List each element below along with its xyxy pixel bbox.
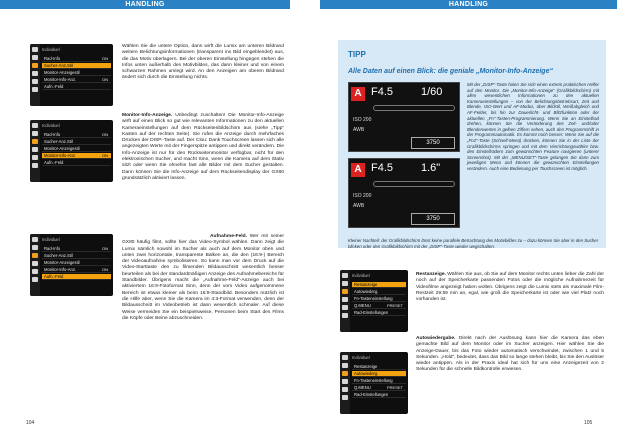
menu-screenshot-5: [340, 352, 408, 414]
menu-item: Rad-Einstellungen: [352, 392, 406, 398]
menu-item: Fn-Tasteneinstellung: [352, 378, 406, 384]
camera-info-screen-2: [348, 158, 460, 228]
exposure-scale: [373, 105, 455, 111]
aperture-value: F4.5: [371, 162, 394, 174]
camera-info-screen-1: [348, 82, 460, 152]
menu-item: Aufn.-Feld: [42, 84, 111, 90]
tip-heading: Alle Daten auf einen Blick: die geniale „Monitor-Info-Anzeige“: [348, 68, 553, 75]
menu-item: Monitor-Anzeigestil: [42, 146, 111, 152]
menu-item-selected: Monitor-Info-Anz. ON: [42, 153, 111, 159]
menu-item: Autowiederg.: [352, 289, 406, 295]
paragraph-3: Aufnahme-Feld. Wer mit seiner GX80 häufig filmt, sollte hier das Video-Symbol wählen. Dann zeigt die Lumix nämlich sowohl im Sucher als auch auf dem Monitor oben und unten zwei horizontale, transparente Balken an, die den (16:9-) Bereich der Videoaufnahme symbolisieren. So kann man vor dem Druck auf die Video-Starttaste den zu filmenden Bildausschnitt wesentlich besser beurteilen als bei der standardmäßigen Anzeige des Aufnahmebereichs für Standbilder. Übrigens macht die „Aufnahme-Feld“-Anzeige auch bei aktiviertem 16:9-Fotoformat Sinn, denn der vom Video aufgenommene Bereich ist etwas kleiner als beim 16:9-Standbild. Besonders nützlich ist die Hilfe aber, wenn Sie die Kamera im 4:3-Format verwenden, denn der Bildausschnitt im Videobetrieb ist dann wesentlich schmaler. Auf diese Weise vermeiden Sie ein beispielsweise, Personen beim Start des Films die Köpfe oder Beine abzuschneiden.: [122, 234, 285, 321]
menu-item: Aufn.-Feld: [42, 160, 111, 166]
menu-item: Restanzeige: [352, 364, 406, 370]
menu-title: Individuel: [352, 355, 370, 360]
menu-item: Q.MENU PRESET: [352, 385, 406, 391]
menu-item-selected: Autowiederg.: [352, 371, 406, 377]
mode-indicator: A: [351, 87, 365, 101]
paragraph-5: Autowiedergabe. Direkt nach der Auslösung kann hier die Kamera das eben gemachte Bild auf dem Monitor oder im Sucher anzeigen. Hier wählen Sie die Anzeige-Dauer, bis das Foto wieder automatisch verschwindet, zwischen 1 und 5 Sekunden. „Hold“, bedeutet, dass das Bild so lange stehen bleibt, bis Sie den Auslöser wieder antippen. Als in der Praxis ideal hat sich für uns eine Anzeigezeit von 2 Sekunden für die schnelle Bildkontrolle erwiesen.: [416, 336, 605, 373]
shutter-value: 1/60: [421, 86, 443, 98]
menu-item: Q.MENU PRESET: [352, 303, 406, 309]
menu-item-selected: Aufn.-Feld: [42, 274, 111, 280]
aperture-value: F4.5: [371, 86, 394, 98]
menu-item: Monitor-Anzeigestil: [42, 70, 111, 76]
tip-text: Mit der „DISP“-Taste holen Sie sich einen extrem praktischen Helfer auf den Monitor. Die „Monitor-Info-Anzeige“ (Grafikbildschirm) mit allen wesentlichen Informationen zu den aktuellen Kameraeinstellungen – von der Belichtungsbetriebsart, Zeit und Blende, ISO-Wert und AF-Modus, über Bildstil, Weißabgleich und AF-Felder, bis hin zur Dauerlicht- und Blitzfunktion oder der aktuellen „Fn“-Tasten-Programmierung. Wenn Sie an Einstellrad drehen, können Sie die Veränderung des Zeit- und/oder Blendenwertes in gelben Ziffern sehen, auch den Programmshift in der Programmautomatik. Es kommt noch besser: Wenn Sie auf die „Fn2“-Taste (Schnell-Menü) drücken, können Sie in der Liste der Grafikbildschirms springen und mit dem Vierrichtungswähler bzw. den Einstellrädern zum gewünschten Feature navigieren (unterer Screenshot). Mit der „MENU/SET“-Taste gelangen Sie dann zum jeweiligen Menü und können die gewünschten Einstellungen verändern. Auch eine Bedienung per Touchscreen ist möglich.: [467, 82, 599, 171]
iso-value: ISO 200: [353, 117, 372, 123]
menu-item: Monitor-Info-Anz. ON: [42, 267, 111, 273]
exposure-scale: [373, 181, 455, 187]
right-header: HANDLING: [320, 0, 617, 9]
tip-label: TIPP: [348, 50, 366, 59]
menu-screenshot-3: [30, 234, 113, 296]
menu-item: Rad-Info ON: [42, 246, 111, 252]
wb-value: AWB: [353, 203, 365, 209]
tip-footer: Kleiner Nachteil: der Grafikbildschirm lässt keine parallele Betrachtung des Motivbildes zu – dazu können Sie aber in den Sucher blicken oder den Grafikbildschirm mit der „DISP“-Taste wieder wegschalten.: [348, 238, 599, 249]
menu-item: Fn-Tasteneinstellung: [352, 296, 406, 302]
menu-title: Individuel: [42, 123, 60, 128]
page-number-right: 105: [584, 420, 593, 426]
mode-indicator: A: [351, 163, 365, 177]
menu-item: Rad-Einstellungen: [352, 310, 406, 316]
paragraph-1: Wählen Sie die untere Option, dann wirft die Lumix am unteren Bildrand weitere Belichtungsinformationen (transparent ins Bild eingeblendet) aus, die das Motiv überlagern. Bei der oberen Einstellung hingegen stehen die Infos unten außerhalb des Motivbildes, das dann kleiner und von einem schwarzen Rahmen umlegt wird. An den Anzeigen am oberen Bildrand ändert sich durch die Einstellung nichts.: [122, 44, 284, 81]
frames-remaining: 3750: [411, 137, 455, 149]
menu-screenshot-4: [340, 270, 408, 332]
shutter-value: 1.6": [421, 162, 441, 174]
paragraph-4: Restanzeige. Wählen Sie aus, ob Sie auf dem Monitor rechts unten lieber die Zahl der noch auf der Speicherkarte passenden Fotos oder die mögliche Aufnahmezeit für Videofilme angezeigt haben wollen. Übrigens zeigt die Lumix stets als maximale Film-Restzeit 29:59 min an, egal, wie groß die Speicherkarte ist oder wie viel Platz noch vorhanden ist.: [416, 272, 604, 303]
menu-item: Sucher-Anz.Stil: [42, 253, 111, 259]
iso-value: ISO 200: [353, 193, 372, 199]
menu-title: Individuel: [42, 237, 60, 242]
menu-item: Rad-Info ON: [42, 132, 111, 138]
menu-item-selected: Sucher-Anz.Stil: [42, 63, 111, 69]
menu-screenshot-2: [30, 120, 113, 182]
left-header: HANDLING: [0, 0, 290, 9]
menu-screenshot-1: [30, 44, 113, 106]
menu-title: Individuel: [42, 47, 60, 52]
menu-item: Monitor-Anzeigestil: [42, 260, 111, 266]
menu-title: Individuel: [352, 273, 370, 278]
menu-item: Rad-Info ON: [42, 56, 111, 62]
frames-remaining: 3750: [411, 213, 455, 225]
menu-item: Sucher-Anz.Stil: [42, 139, 111, 145]
menu-item-selected: Restanzeige: [352, 282, 406, 288]
wb-value: AWB: [353, 127, 365, 133]
paragraph-2: Monitor-Info-Anzeige. Unbedingt zuschalten! Die Monitor-Info-Anzeige wirft auf einen Blick so gut wie relevanten Informationen zu den aktuellen Kameraeinstellungen auf dem Rückseitenbildschirm aus (siehe „Tipp“ Kasten auf der rechten Seite). Sie rufen die Anzeige durch mehrfaches Drücken der DISP.-Taste auf. Der Clou: Dank Touchscreen lassen sich alle angezeigten Werte mit der Fingerspitze antippen und direkt verändern. Die Info-Anzeige ist nur für den Rückseitenmonitor verfügbar, nicht für den elektronischen Sucher, und macht Sinn, wenn die Kamera auf dem Stativ sitzt oder wenn Sie ohnehin fast alle Bilder mit dem Sucher gestalten. Dann können Sie die Info-Anzeige auf dem Rückseitendisplay der GX80 grundsätzlich aktiviert lassen.: [122, 113, 284, 181]
menu-item: Monitor-Info-Anz. ON: [42, 77, 111, 83]
page-number-left: 104: [26, 420, 35, 426]
